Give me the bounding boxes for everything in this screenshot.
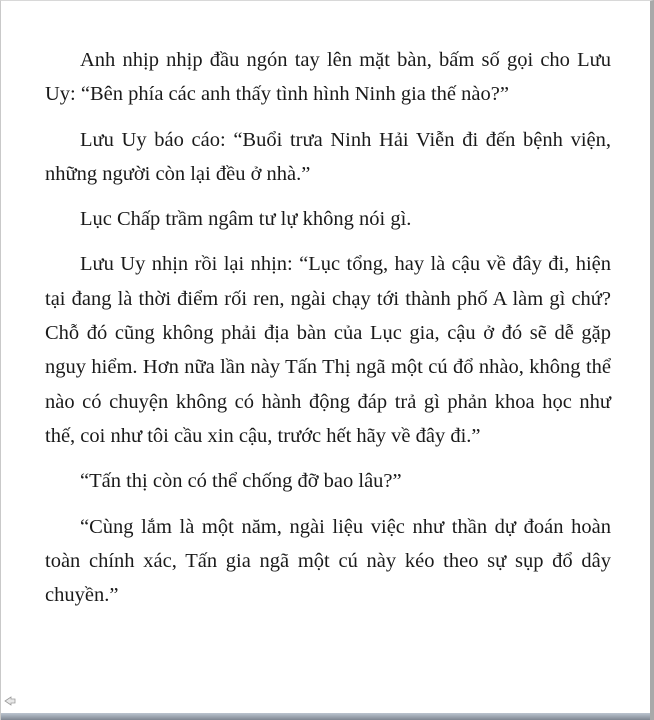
paragraph-5: “Tấn thị còn có thể chống đỡ bao lâu?” (80, 470, 402, 493)
paragraph-3: Lục Chấp trầm ngâm tư lự không nói gì. (80, 208, 412, 231)
paragraph-4: Lưu Uy nhịn rồi lại nhịn: “Lục tổng, hay là cậu về đây đi, hiện tại đang là thời điểm rối ren, ngài chạy tới thành phố A làm gì chứ? Chỗ đó cũng không phải địa bàn của Lục gia, cậu ở đó sẽ dễ gặp nguy hiểm. Hơn nữa lần này Tấn Thị ngã một cú đổ nhào, không thể nào có chuyện không có hành động đáp trả gì phản khoa học như thế, coi như tôi cầu xin cậu, trước hết hãy về đây đi.” (45, 253, 611, 447)
document-page (45, 43, 611, 623)
arrow-left-icon[interactable] (4, 694, 16, 706)
paragraph-6: “Cùng lắm là một năm, ngài liệu việc như thần dự đoán hoàn toàn chính xác, Tấn gia ngã một cú này kéo theo sự sụp đổ dây chuyền.” (45, 515, 611, 607)
paragraph-1: Anh nhịp nhịp đầu ngón tay lên mặt bàn, bấm số gọi cho Lưu Uy: “Bên phía các anh thấy tình hình Ninh gia thế nào?” (45, 49, 611, 106)
window-bottom-border (1, 713, 650, 720)
paragraph-2: Lưu Uy báo cáo: “Buổi trưa Ninh Hải Viễn đi đến bệnh viện, những người còn lại đều ở nhà.” (45, 128, 611, 185)
